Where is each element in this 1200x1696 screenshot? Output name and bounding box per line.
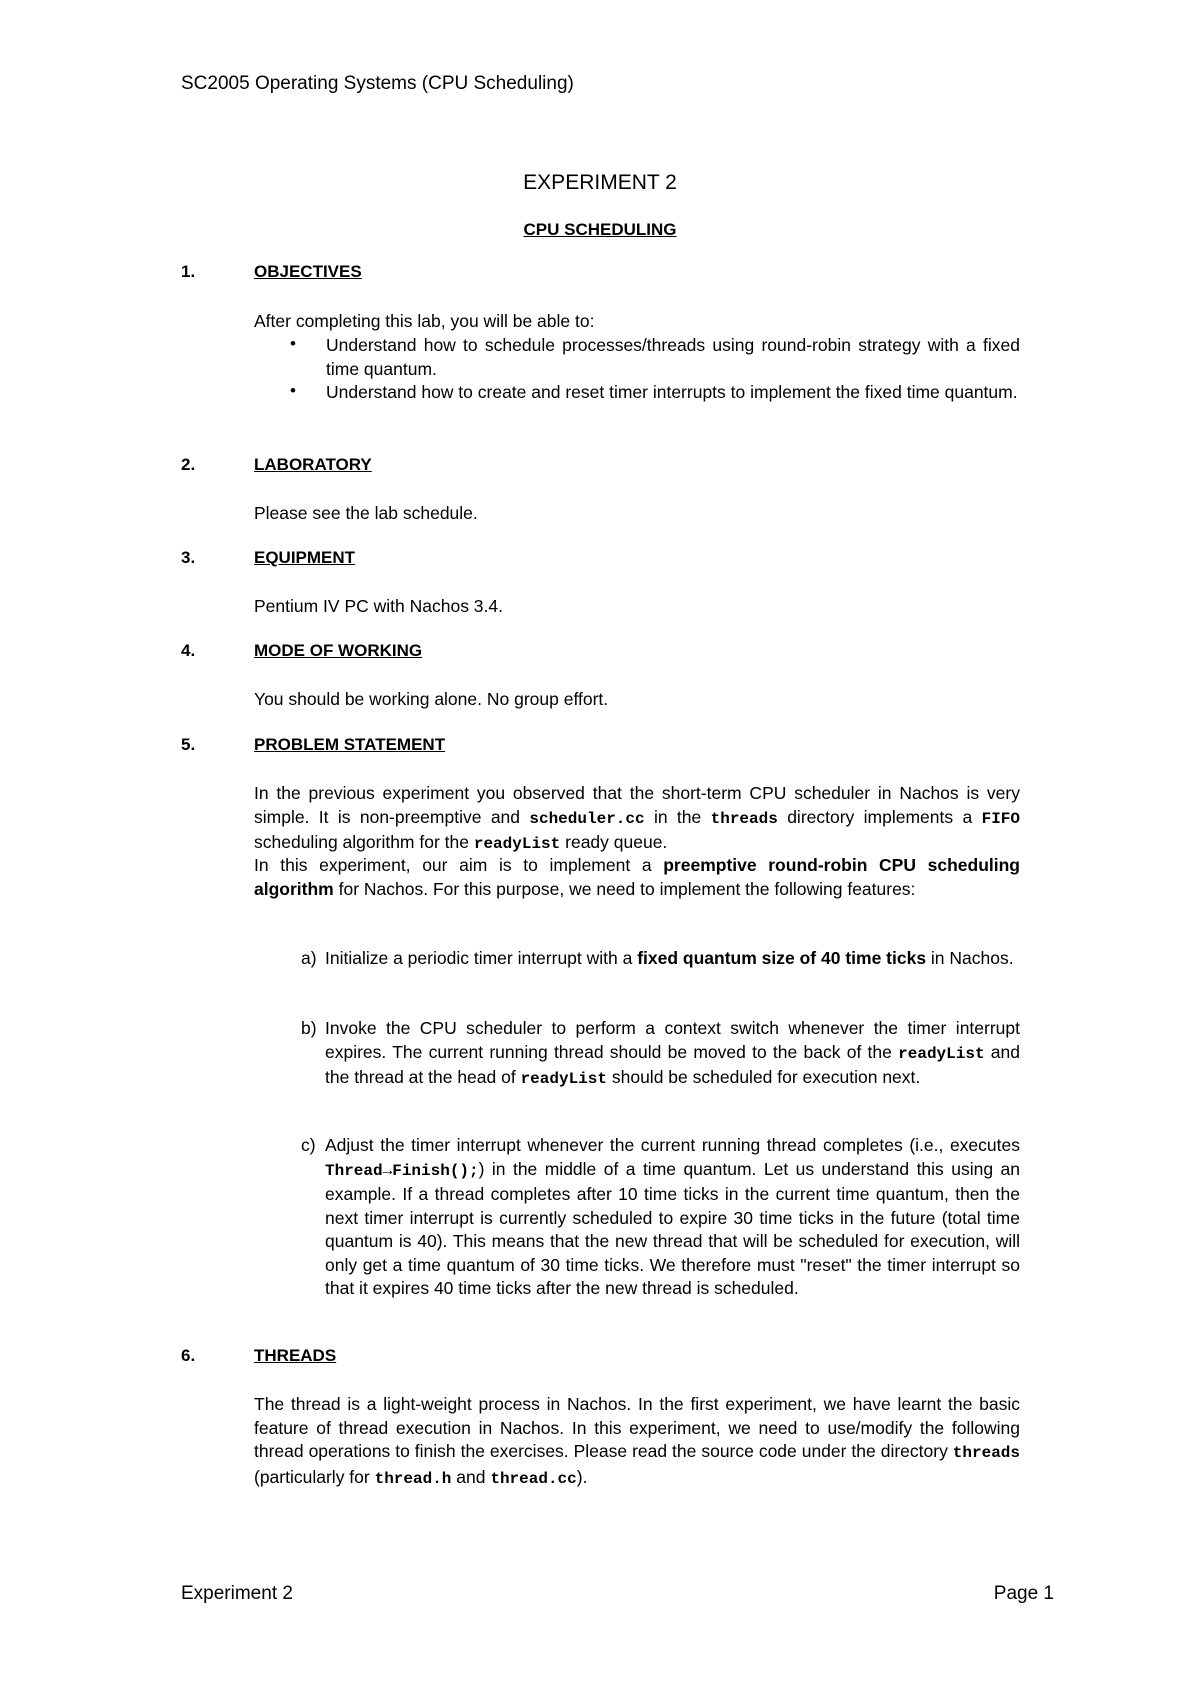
item-marker: a) bbox=[301, 948, 317, 968]
feature-item-a: a) Initialize a periodic timer interrupt with a fixed quantum size of 40 time ticks in Nachos. bbox=[301, 947, 1020, 971]
feature-item-b: b) Invoke the CPU scheduler to perform a context switch whenever the timer interrupt expires. The current running thread should be moved to the back of the readyList and the thread at the head of readyList should be scheduled for execution next. bbox=[301, 1018, 1021, 1088]
code-text: readyList bbox=[520, 1070, 607, 1088]
section-number: 4. bbox=[181, 641, 196, 660]
code-text: Thread→Finish(); bbox=[325, 1161, 479, 1180]
page-title: EXPERIMENT 2 bbox=[523, 171, 677, 194]
threads-paragraph: The thread is a light-weight process in Nachos. In the first experiment, we have learnt the basic feature of thread execution in Nachos. In this experiment, we need to use/modify the following thread operations to finish the exercises. Please read the source code under the directory threads (particularly for thread.h and thread.cc). bbox=[254, 1394, 1020, 1488]
section-number: 6. bbox=[181, 1346, 196, 1365]
section-title: LABORATORY bbox=[254, 455, 372, 474]
problem-paragraph-1: In the previous experiment you observed that the short-term CPU scheduler in Nachos is very simple. It is non-preemptive and scheduler.cc in the threads directory implements a FIFO scheduling algorithm for the readyList ready queue. bbox=[254, 783, 1020, 853]
code-text: scheduler.cc bbox=[529, 809, 645, 828]
problem-paragraph-2: In this experiment, our aim is to implement a preemptive round-robin CPU scheduling algorithm for Nachos. For this purpose, we need to implement the following features: bbox=[254, 855, 1020, 899]
footer-label: Experiment 2 bbox=[181, 1583, 293, 1604]
code-text: FIFO bbox=[981, 809, 1020, 828]
section-title: THREADS bbox=[254, 1346, 337, 1365]
section-title: OBJECTIVES bbox=[254, 262, 362, 281]
bold-text: preemptive round-robin CPU scheduling algorithm bbox=[254, 855, 1020, 899]
laboratory-text: Please see the lab schedule. bbox=[254, 503, 478, 523]
mode-text: You should be working alone. No group effort. bbox=[254, 689, 609, 709]
code-text: thread.h bbox=[374, 1469, 452, 1488]
objectives-intro: After completing this lab, you will be able to: bbox=[254, 311, 595, 331]
code-text: threads bbox=[710, 809, 778, 828]
section-number: 2. bbox=[181, 455, 196, 474]
section-number: 3. bbox=[181, 548, 196, 567]
section-title: EQUIPMENT bbox=[254, 548, 356, 567]
item-marker: b) bbox=[301, 1018, 317, 1038]
feature-item-c: c) Adjust the timer interrupt whenever the current running thread completes (i.e., executes Thread→Finish();) in the middle of a time quantum. Let us understand this using an example. If a thread completes after 10 time ticks in the current time quantum, then the next timer interrupt is currently scheduled to expire 30 time ticks in the future (total time quantum is 40). This means that the new thread that will be scheduled for execution, will only get a time quantum of 30 time ticks. We therefore must "reset" the timer interrupt so that it expires 40 time ticks after the new thread is scheduled. bbox=[301, 1135, 1020, 1298]
objective-bullet: Understand how to schedule processes/threads using round-robin strategy with a fixed time quantum. bbox=[326, 335, 1020, 379]
section-title: MODE OF WORKING bbox=[254, 641, 423, 660]
code-text: thread.cc bbox=[490, 1469, 577, 1488]
running-header: SC2005 Operating Systems (CPU Scheduling) bbox=[181, 73, 574, 94]
section-number: 5. bbox=[181, 735, 196, 754]
bullet-icon: • bbox=[290, 334, 296, 353]
section-title: PROBLEM STATEMENT bbox=[254, 735, 446, 754]
bullet-icon: • bbox=[290, 381, 296, 400]
page-subtitle: CPU SCHEDULING bbox=[523, 220, 677, 239]
section-number: 1. bbox=[181, 262, 196, 281]
equipment-text: Pentium IV PC with Nachos 3.4. bbox=[254, 596, 503, 616]
bold-text: fixed quantum size of 40 time ticks bbox=[637, 948, 927, 968]
item-marker: c) bbox=[301, 1135, 316, 1155]
objective-bullet: Understand how to create and reset timer interrupts to implement the fixed time quantum. bbox=[326, 382, 1018, 402]
code-text: readyList bbox=[898, 1044, 985, 1063]
code-text: readyList bbox=[473, 835, 561, 853]
code-text: threads bbox=[952, 1444, 1020, 1462]
page-number: Page 1 bbox=[993, 1583, 1054, 1604]
